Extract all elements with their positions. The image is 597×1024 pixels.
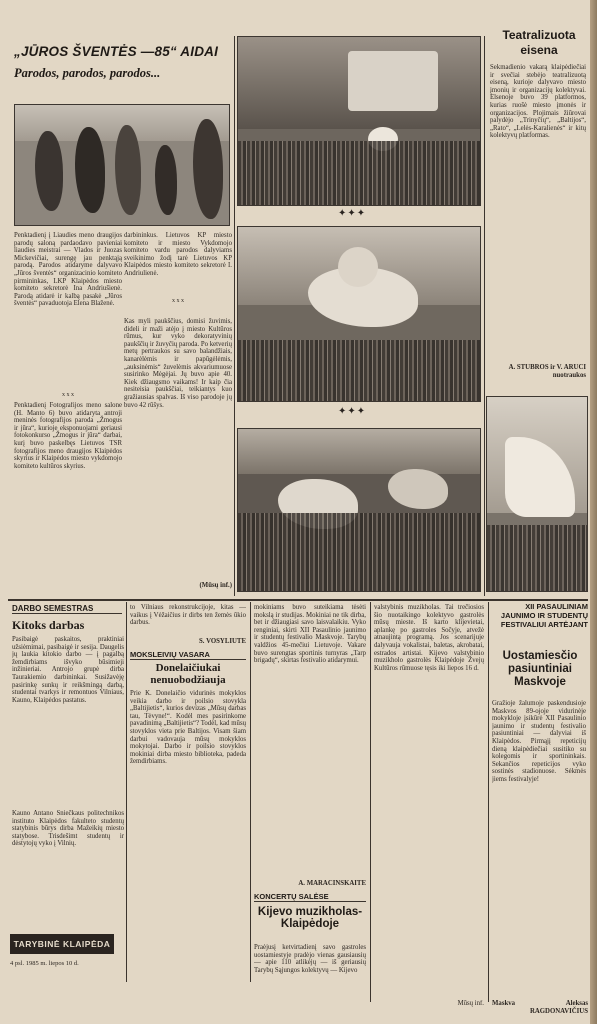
article-text-col2b: Kas myli paukščius, domisi žuvimis, dideli ir maži atėjo į miesto Kultūros rūmus, kur vyko dekoratyvinių paukščių ir žuvyčių paroda. Po ketverių metų pertraukos su savo balandžiais, kanarėlėmis ir papūgėlėmis, „auksinėmis“ žuvelėmis akvariumuose susirinko Mėgėjai. Jų buvo apie 40. Kiek džiaugsmo vaikams! Ir kaip čia nesiteisia paukščiai, teikiantys kuo gražiausias spalvas. Iš viso parodoje jų buvo 42 rūšys.: [124, 318, 232, 409]
section-label-work-semester: DARBO SEMESTRAS: [12, 604, 122, 614]
article-title-kijevo: Kijevo muzikholas-Klaipėdoje: [257, 906, 363, 930]
column-rule: [488, 602, 489, 1002]
article-title-donelaiciukai: Donelaičiukai nenuobodžiauja: [150, 662, 226, 686]
article-signature: Mūsų inf.: [457, 1000, 484, 1007]
article-signature: (Mūsų inf.): [199, 582, 232, 589]
article-signature: S. VOSYLIŪTĖ: [199, 638, 246, 645]
article-continuation-3: mokiniams buvo suteikiama tėsėti mokslą ir studijas. Mokiniai ne tik dirba, bet ir džiaugiasi savo laisvalaikiu. Vyko renginiai, skirti XII Pasaulinio jaunimo ir studentų festivalio Maskvoje. Tarybų valdžios 45-mečiui Lietuvoje. Vakare buvo surengtas sportinis turnyras „Tarp brigadų“, skirtas festivalio atidarymui.: [254, 604, 366, 665]
article-text-col2: darbininkus. Lietuvos KP miesto komiteto ir miesto Vykdomojo komiteto vardu parodos dalyviams sveikinimo žodį tarė Lietuvos KP Klaipėdos miesto komiteto sekretorė I. Andriulienė.: [124, 232, 232, 277]
photo-exhibition-visitors: [14, 104, 230, 226]
dateline: Maskva: [492, 1000, 516, 1007]
article-continuation: to Vilniaus rekonstrukcijoje, kitas — vaikus į Vėžaičius ir dirbs ten žemės ūkio darbus.: [130, 604, 246, 627]
article-signature: A. MARAČINSKAITĖ: [298, 880, 366, 887]
article-title-kitoks-darbas: Kitoks darbas: [12, 618, 85, 632]
article-body-donelaiciukai: Prie K. Donelaičio vidurinės mokyklos veikia darbo ir poilsio stovykla „Baltijietis“, kurios devizas „Mūsų darbas tau, Tėvyne!“. Kodėl mes pasirinkome pavadinimą „Baltijietis“? Todėl, kad mūsų stovyklos vieta prie Baltijos. Visam šiam darbui vadovauja mūsų mokyklos mokytojai. Darbo ir poilsio stovyklos mokiniai dirba miesto biblioteka, padeda žemdirbiams.: [130, 690, 246, 766]
right-article-body: Sekmadienio vakarą klaipėdiečiai ir svečiai stebėjo teatralizuotą eiseną, kurioje dalyvavo miesto įmonių ir organizacijų kolektyvai. Elsenoje buvo 39 platformos, kurias ruošė miesto įmonės ir organizacijos. Plojimais žiūrovai palydėjo „Trinyčių“, „Baltijos“, „Rato“, „Lelės-Karalienės“ ir kitų kolektyvų platformas.: [490, 64, 586, 140]
article-signature: Aleksas RAGDONAVIČIUS: [529, 1000, 588, 1015]
section-divider: [8, 599, 588, 601]
article-title-pasiuntiniai: Uostamiesčio pasiuntiniai Maskvoje: [502, 650, 578, 688]
page-footer: 4 psl. 1985 m. liepos 10 d.: [10, 960, 79, 967]
article-separator: x x x: [172, 298, 184, 304]
photo-parade-float: [237, 226, 481, 402]
article-text-col1: Penktadienį į Liaudies meno draugijos parodų saloną pardaodavo pavieniai liaudies meistrai — Vlados ir Juozas Mickevičiai, surengę jau penktąją parodą. Parodos atidaryme dalyvavo „Jūros šventės“ organizacinio komiteto pirmininkas, LKP Klaipėdos miesto komiteto sekretorė Ina Andriušienė. Parodą atidarė ir kalbą pasakė „Jūros šventės“ pavaduotoja Elena Blaženė.: [14, 232, 122, 308]
star-divider: ✦✦✦: [338, 406, 367, 417]
article-body-kijevo: Praėjusį ketvirtadienį savo gastroles uostamiestyje pradėjo vienas gausiausių — apie 110 atlikėjų — iš geriausių Tarybų Sąjungos kolektyvų — Kijevo: [254, 944, 366, 974]
column-rule: [126, 602, 127, 982]
column-rule: [484, 36, 485, 596]
column-rule: [234, 36, 235, 596]
section-label-pupils-summer: MOKSLEIVIŲ VASARA: [130, 650, 246, 660]
photo-festival-tent: [486, 396, 588, 592]
star-divider: ✦✦✦: [338, 208, 367, 219]
section-label-festival: XII PASAULINIAM JAUNIMO IR STUDENTŲ FESTIVALIUI ARTĖJANT: [500, 602, 588, 629]
article-text-col1b: Penktadienį Fotografijos meno salone (H. Manto 6) buvo atidaryta antroji meninės fotografijos paroda „Žmogus ir jūra“, kurioje eksponuojami geriausi fotokonkurso „Žmogus ir jūra“ darbai, kurį buvo paskelbęs Lietuvos TSR fotografijos meno draugijos Klaipėdos skyrius ir Klaipėdos miesto vykdomojo komiteto kultūros skyrius.: [14, 402, 122, 470]
article-body-kitoks-darbas-2: Kauno Antano Sniečkaus politechnikos instituto Klaipėdos fakulteto studentų statybinis būrys dirba Mažeikių miesto statybose. Trisdešimt studentų ir dėstytojų vyko į Vilnių.: [12, 810, 124, 848]
section-label-concerts: KONCERTŲ SALĖSE: [254, 892, 366, 902]
article-body-kijevo-2: valstybinis muzikholas. Tai trečiosios šio nuotaikingo kolektyvo gastrolės mūsų mieste. Iš karto klijevietai, aplankę po gastroles Sočyje, atvežė atnaujintą programą. Jos scenarijuje dalyvauja vokalistai, baletas, akrobatai, estrados artistai. Kijevo valstybinio muzikholo gastrolės Klaipėdoje Žvejų Kultūros rūmuose tęsis iki liepos 16 d.: [374, 604, 484, 672]
newspaper-logo: TARYBINĖ KLAIPĖDA: [10, 934, 114, 954]
page-edge: [590, 0, 597, 1024]
article-body-kitoks-darbas: Pasibaigė paskaitos, praktiniai užsiėmimai, pasibaigė ir sesija. Daugelis jų laukia kitokio darbo — į pagalbą žemdirbiams išvyko būsimieji inžinieriai. Antrojo grupė dirba Taurakiemio darbininkai. Susižavėję pasirinkę sunkų ir reikšmingą darbą, studentai tvarkys ir remontuos Vilniaus, Kauno, Klaipėdos pastatus.: [12, 636, 124, 704]
article-separator: x x x: [62, 392, 74, 398]
photo-festival-stage: [237, 36, 481, 206]
column-rule: [250, 602, 251, 982]
article-body-pasiuntiniai: Gražioje žalumoje paskendusioje Maskvos 89-ojoje vidurinėje mokykloje įsikūrė XII Pasaulinio jaunimo ir studentų festivalio pasiuntiniai — dalyviai iš Klaipėdos. Pirmąjį repeticijų dieną klaipėdiečiai susitiko su kolegomis ir sportininkais. Sekančios repeticijos vyko sostinės stadionuose. Sėkmės jiems festivalyje!: [492, 700, 586, 783]
photo-parade-crowd: [237, 428, 481, 592]
right-article-signature: A. STUBROS ir V. ARUCI nuotraukos: [508, 364, 586, 379]
headline: „JŪROS ŠVENTĖS —85“ AIDAI: [14, 44, 219, 59]
right-article-title: Teatralizuota eisena: [502, 28, 576, 57]
column-rule: [370, 602, 371, 1002]
subheadline: Parodos, parodos, parodos...: [14, 66, 161, 80]
